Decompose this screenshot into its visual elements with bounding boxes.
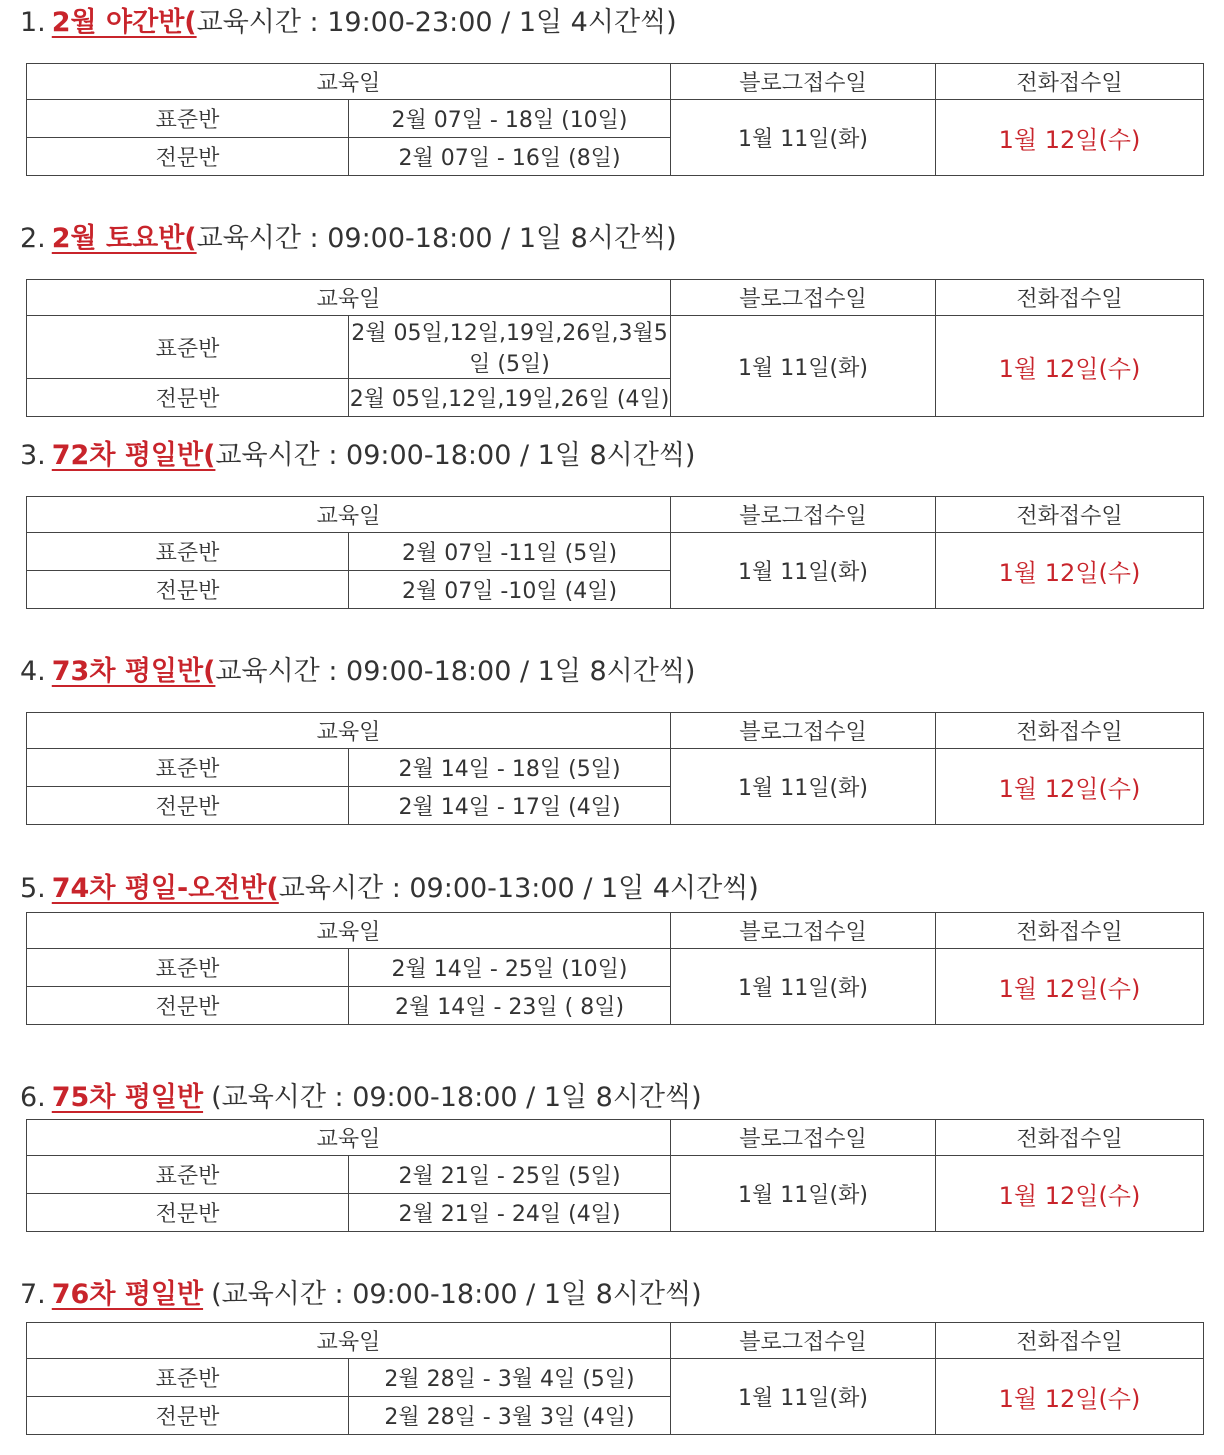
tel-date: 1월 12일(수) xyxy=(936,533,1204,609)
tel-date: 1월 12일(수) xyxy=(936,1156,1204,1232)
tel-date: 1월 12일(수) xyxy=(936,949,1204,1025)
expert-dates: 2월 14일 - 17일 (4일) xyxy=(349,787,671,825)
section-time: (교육시간 : 09:00-18:00 / 1일 8시간씩) xyxy=(211,1082,702,1113)
header-blog: 블로그접수일 xyxy=(671,280,936,316)
row-label-standard: 표준반 xyxy=(27,749,349,787)
header-blog: 블로그접수일 xyxy=(671,1323,936,1359)
section-name: 2월 야간반( xyxy=(51,7,197,38)
tel-date: 1월 12일(수) xyxy=(936,749,1204,825)
section-heading xyxy=(20,1278,702,1312)
blog-date: 1월 11일(화) xyxy=(671,533,936,609)
section-number: 7. xyxy=(20,1279,46,1310)
blog-date: 1월 11일(화) xyxy=(671,749,936,825)
header-tel: 전화접수일 xyxy=(936,1323,1204,1359)
row-label-expert: 전문반 xyxy=(27,987,349,1025)
header-tel: 전화접수일 xyxy=(936,913,1204,949)
section-heading xyxy=(20,1081,702,1115)
schedule-table xyxy=(26,496,1204,609)
section-time: (교육시간 : 09:00-18:00 / 1일 8시간씩) xyxy=(211,1279,702,1310)
schedule-table xyxy=(26,712,1204,825)
section-time: 교육시간 : 09:00-18:00 / 1일 8시간씩) xyxy=(215,656,696,687)
schedule-table xyxy=(26,63,1204,176)
section-heading xyxy=(20,872,759,906)
expert-dates: 2월 14일 - 23일 ( 8일) xyxy=(349,987,671,1025)
section-time: 교육시간 : 09:00-18:00 / 1일 8시간씩) xyxy=(215,440,696,471)
row-label-expert: 전문반 xyxy=(27,138,349,176)
expert-dates: 2월 07일 - 16일 (8일) xyxy=(349,138,671,176)
section-number: 4. xyxy=(20,656,46,687)
schedule-table xyxy=(26,912,1204,1025)
blog-date: 1월 11일(화) xyxy=(671,100,936,176)
section-heading xyxy=(20,439,695,473)
header-edu-day: 교육일 xyxy=(27,1323,671,1359)
header-blog: 블로그접수일 xyxy=(671,64,936,100)
schedule-table xyxy=(26,1322,1204,1435)
expert-dates: 2월 21일 - 24일 (4일) xyxy=(349,1194,671,1232)
blog-date: 1월 11일(화) xyxy=(671,316,936,417)
header-tel: 전화접수일 xyxy=(936,280,1204,316)
header-edu-day: 교육일 xyxy=(27,1120,671,1156)
schedule-table xyxy=(26,1119,1204,1232)
tel-date: 1월 12일(수) xyxy=(936,316,1204,417)
standard-dates: 2월 14일 - 18일 (5일) xyxy=(349,749,671,787)
row-label-expert: 전문반 xyxy=(27,787,349,825)
section-name: 72차 평일반( xyxy=(51,440,216,471)
section-number: 1. xyxy=(20,7,46,38)
blog-date: 1월 11일(화) xyxy=(671,949,936,1025)
header-blog: 블로그접수일 xyxy=(671,713,936,749)
section-heading xyxy=(20,6,677,40)
header-blog: 블로그접수일 xyxy=(671,913,936,949)
row-label-expert: 전문반 xyxy=(27,571,349,609)
section-time: 교육시간 : 19:00-23:00 / 1일 4시간씩) xyxy=(196,7,677,38)
header-edu-day: 교육일 xyxy=(27,913,671,949)
tel-date: 1월 12일(수) xyxy=(936,1359,1204,1435)
row-label-standard: 표준반 xyxy=(27,316,349,379)
header-blog: 블로그접수일 xyxy=(671,1120,936,1156)
schedule-table xyxy=(26,279,1204,417)
blog-date: 1월 11일(화) xyxy=(671,1156,936,1232)
section-number: 3. xyxy=(20,440,46,471)
header-edu-day: 교육일 xyxy=(27,280,671,316)
row-label-expert: 전문반 xyxy=(27,1194,349,1232)
header-tel: 전화접수일 xyxy=(936,64,1204,100)
standard-dates: 2월 07일 -11일 (5일) xyxy=(349,533,671,571)
row-label-standard: 표준반 xyxy=(27,100,349,138)
section-number: 2. xyxy=(20,223,46,254)
expert-dates: 2월 28일 - 3월 3일 (4일) xyxy=(349,1397,671,1435)
section-number: 5. xyxy=(20,873,46,904)
row-label-expert: 전문반 xyxy=(27,1397,349,1435)
blog-date: 1월 11일(화) xyxy=(671,1359,936,1435)
section-time: 교육시간 : 09:00-18:00 / 1일 8시간씩) xyxy=(196,223,677,254)
tel-date: 1월 12일(수) xyxy=(936,100,1204,176)
standard-dates: 2월 21일 - 25일 (5일) xyxy=(349,1156,671,1194)
section-name: 2월 토요반( xyxy=(51,223,197,254)
header-edu-day: 교육일 xyxy=(27,497,671,533)
standard-dates: 2월 14일 - 25일 (10일) xyxy=(349,949,671,987)
expert-dates: 2월 07일 -10일 (4일) xyxy=(349,571,671,609)
expert-dates: 2월 05일,12일,19일,26일 (4일) xyxy=(349,379,671,417)
section-number: 6. xyxy=(20,1082,46,1113)
header-tel: 전화접수일 xyxy=(936,497,1204,533)
standard-dates: 2월 07일 - 18일 (10일) xyxy=(349,100,671,138)
header-tel: 전화접수일 xyxy=(936,713,1204,749)
row-label-standard: 표준반 xyxy=(27,533,349,571)
header-edu-day: 교육일 xyxy=(27,64,671,100)
header-edu-day: 교육일 xyxy=(27,713,671,749)
section-name: 75차 평일반 xyxy=(51,1082,204,1113)
header-blog: 블로그접수일 xyxy=(671,497,936,533)
row-label-standard: 표준반 xyxy=(27,1156,349,1194)
section-name: 73차 평일반( xyxy=(51,656,216,687)
standard-dates: 2월 28일 - 3월 4일 (5일) xyxy=(349,1359,671,1397)
section-time: 교육시간 : 09:00-13:00 / 1일 4시간씩) xyxy=(278,873,759,904)
section-name: 74차 평일-오전반( xyxy=(51,873,279,904)
section-name: 76차 평일반 xyxy=(51,1279,204,1310)
row-label-standard: 표준반 xyxy=(27,1359,349,1397)
section-heading xyxy=(20,655,695,689)
row-label-standard: 표준반 xyxy=(27,949,349,987)
standard-dates: 2월 05일,12일,19일,26일,3월5일 (5일) xyxy=(349,316,671,379)
section-heading xyxy=(20,222,677,256)
row-label-expert: 전문반 xyxy=(27,379,349,417)
header-tel: 전화접수일 xyxy=(936,1120,1204,1156)
